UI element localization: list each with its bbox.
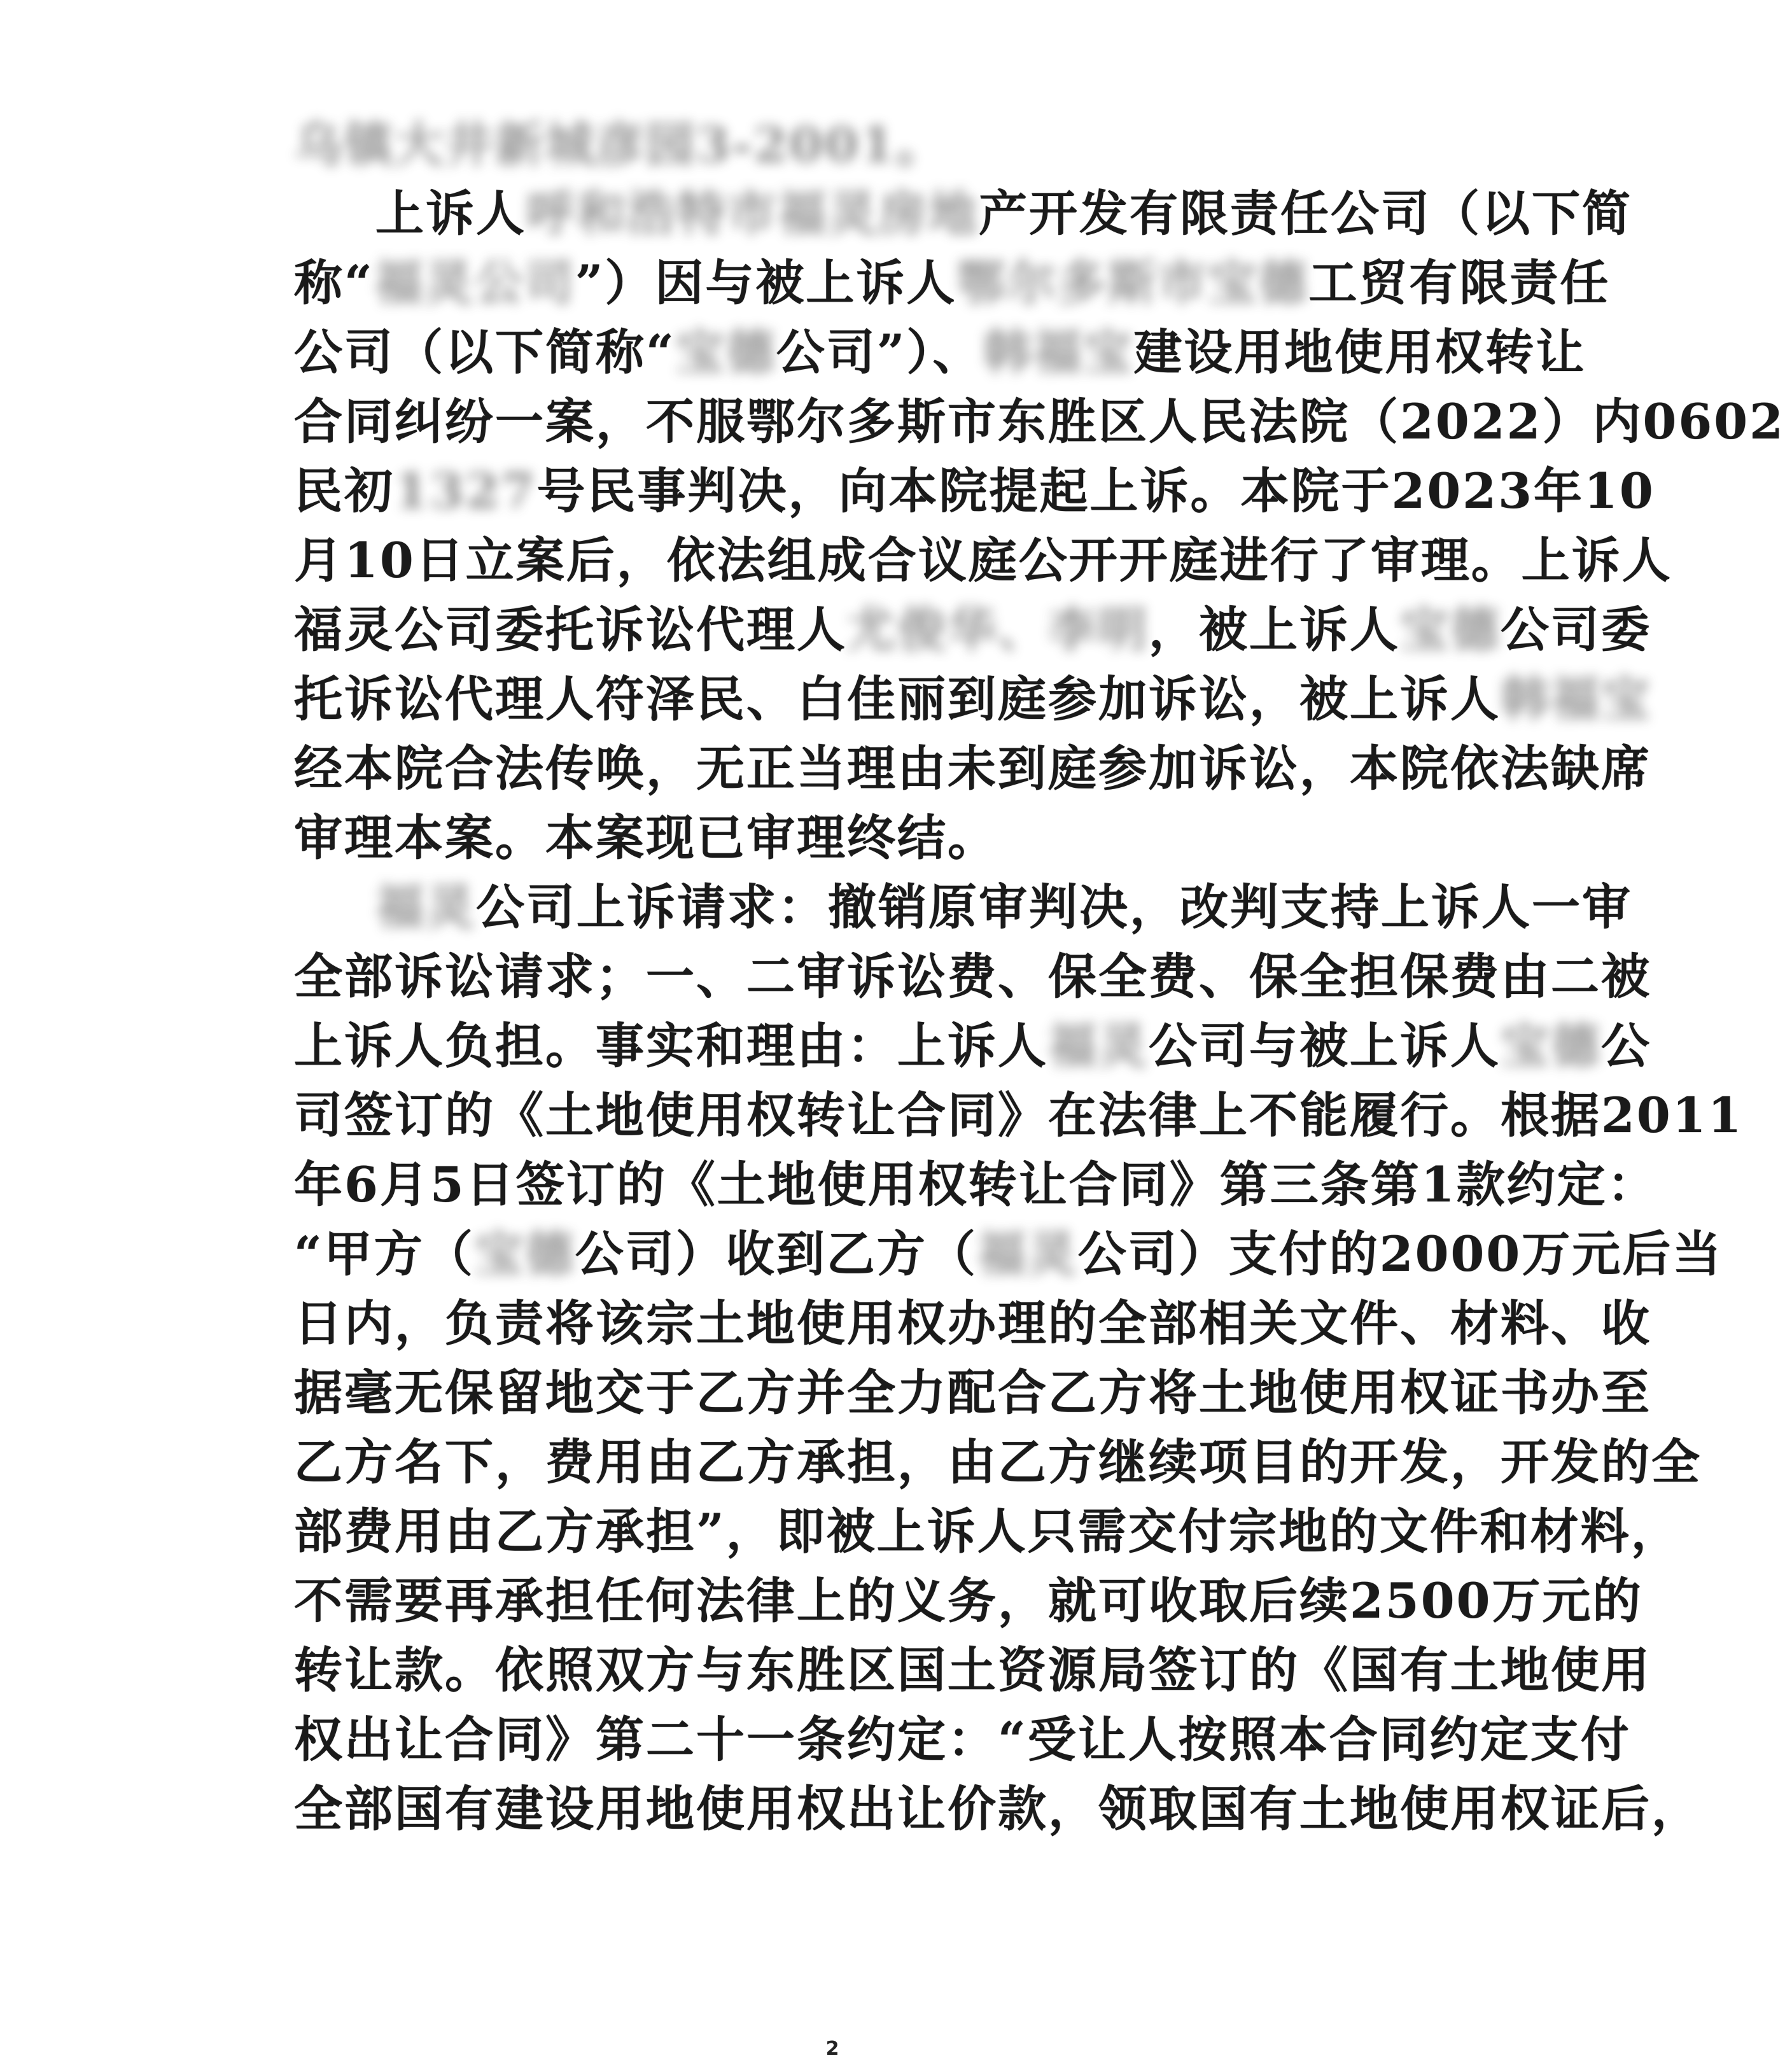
line-text: 建设用地使用权转让 (1133, 324, 1586, 381)
text-line (294, 1357, 1651, 1429)
line-text: 产开发有限责任公司（以下简 (979, 185, 1632, 242)
redacted-text: 韩福宝 (1501, 671, 1651, 727)
line-text: 经本院合法传唤，无正当理由未到庭参加诉讼，本院依法缺席 (294, 740, 1651, 797)
text-line (294, 594, 1651, 666)
redacted-text: 福灵 (1048, 1018, 1149, 1074)
text-line (294, 1080, 1744, 1151)
line-text: 福灵公司委托诉讼代理人 (294, 601, 847, 658)
line-text: 日内，负责将该宗土地使用权办理的全部相关文件、材料、收 (294, 1295, 1651, 1352)
line-text: 合同纠纷一案，不服鄂尔多斯市东胜区人民法院（2022）内0602 (294, 393, 1785, 450)
line-text: 权出让合同》第二十一条约定：“受让人按照本合同约定支付 (294, 1711, 1631, 1768)
line-text: 全部国有建设用地使用权出让价款，领取国有土地使用权证后， (294, 1781, 1702, 1837)
line-text: 公司（以下简称“ (294, 324, 676, 381)
text-line (294, 664, 1651, 735)
text-line (294, 1149, 1658, 1221)
line-text: 号民事判决，向本院提起上诉。本院于2023年10 (536, 463, 1655, 519)
line-text: 乙方名下，费用由乙方承担，由乙方继续项目的开发，开发的全 (294, 1434, 1702, 1490)
page-number: 2 (825, 2038, 839, 2060)
line-text: “甲方（ (294, 1226, 475, 1282)
text-line (294, 317, 1586, 388)
text-line (375, 178, 1632, 249)
line-text: 公 (1601, 1018, 1651, 1074)
line-text: 不需要再承担任何法律上的义务，就可收取后续2500万元的 (294, 1572, 1643, 1629)
line-text: 上诉人负担。事实和理由：上诉人 (294, 1018, 1048, 1074)
line-text: 公司上诉请求：撤销原审判决，改判支持上诉人一审 (476, 879, 1632, 935)
line-text: 司签订的《土地使用权转让合同》在法律上不能履行。根据2011 (294, 1087, 1744, 1144)
redacted-text: 宝德 (675, 324, 776, 381)
text-line (294, 525, 1672, 596)
text-line (294, 1496, 1681, 1567)
line-text: 审理本案。本案现已审理终结。 (294, 809, 998, 866)
line-text: 公司委 (1501, 601, 1651, 658)
line-text: 工贸有限责任 (1308, 255, 1611, 311)
line-text: ”）因与被上诉人 (575, 255, 957, 311)
line-text: 公司）支付的2000万元后当 (1077, 1226, 1723, 1282)
redacted-text: 宝德 (1400, 601, 1501, 658)
line-text: 公司）收到乙方（ (575, 1226, 977, 1282)
redacted-text: 韩福宝 (983, 324, 1134, 381)
text-line (294, 248, 1611, 319)
redacted-text: 鄂尔多斯市宝德 (956, 255, 1309, 311)
redacted-text: 乌镇大井新城彦园3-2001。 (294, 116, 946, 173)
redacted-text: 尤俊华、李明 (847, 601, 1149, 658)
text-line (294, 941, 1651, 1012)
line-text: 上诉人 (375, 185, 526, 242)
line-text: 年6月5日签订的《土地使用权转让合同》第三条第1款约定： (294, 1156, 1658, 1213)
text-line (294, 802, 1350, 874)
line-text: 公司”）、 (776, 324, 983, 381)
line-text: 月10日立案后，依法组成合议庭公开开庭进行了审理。上诉人 (294, 532, 1672, 589)
line-text: 部费用由乙方承担”，即被上诉人只需交付宗地的文件和材料， (294, 1503, 1681, 1560)
redacted-text: 宝德 (474, 1226, 575, 1282)
line-text: 托诉讼代理人符泽民、白佳丽到庭参加诉讼，被上诉人 (294, 671, 1501, 727)
redacted-text: 福灵公司 (374, 255, 575, 311)
text-line (294, 386, 1785, 458)
redacted-text: 1327 (395, 463, 537, 519)
text-line (294, 1219, 1723, 1290)
redacted-text: 福灵 (375, 879, 476, 935)
redacted-text: 呼和浩特市福灵房地 (526, 185, 979, 242)
line-text: 转让款。依照双方与东胜区国土资源局签订的《国有土地使用 (294, 1642, 1651, 1698)
redacted-text: 宝德 (1501, 1018, 1601, 1074)
text-line (294, 733, 1651, 804)
line-text: ，被上诉人 (1149, 601, 1400, 658)
text-line (294, 1774, 1702, 1845)
text-line (294, 1427, 1702, 1498)
redacted-text: 福灵 (977, 1226, 1078, 1282)
text-line (375, 872, 1632, 943)
text-line (294, 1011, 1651, 1082)
text-line (294, 456, 1655, 527)
text-line (294, 1288, 1651, 1359)
line-text: 称“ (294, 255, 374, 311)
line-text: 据毫无保留地交于乙方并全力配合乙方将土地使用权证书办至 (294, 1364, 1651, 1421)
text-line (294, 109, 1350, 181)
text-line (294, 1635, 1651, 1706)
line-text: 公司与被上诉人 (1149, 1018, 1501, 1074)
line-text: 全部诉讼请求；一、二审诉讼费、保全费、保全担保费由二被 (294, 948, 1651, 1005)
text-line (294, 1704, 1631, 1775)
text-line (294, 1565, 1643, 1637)
line-text: 民初 (294, 463, 395, 519)
